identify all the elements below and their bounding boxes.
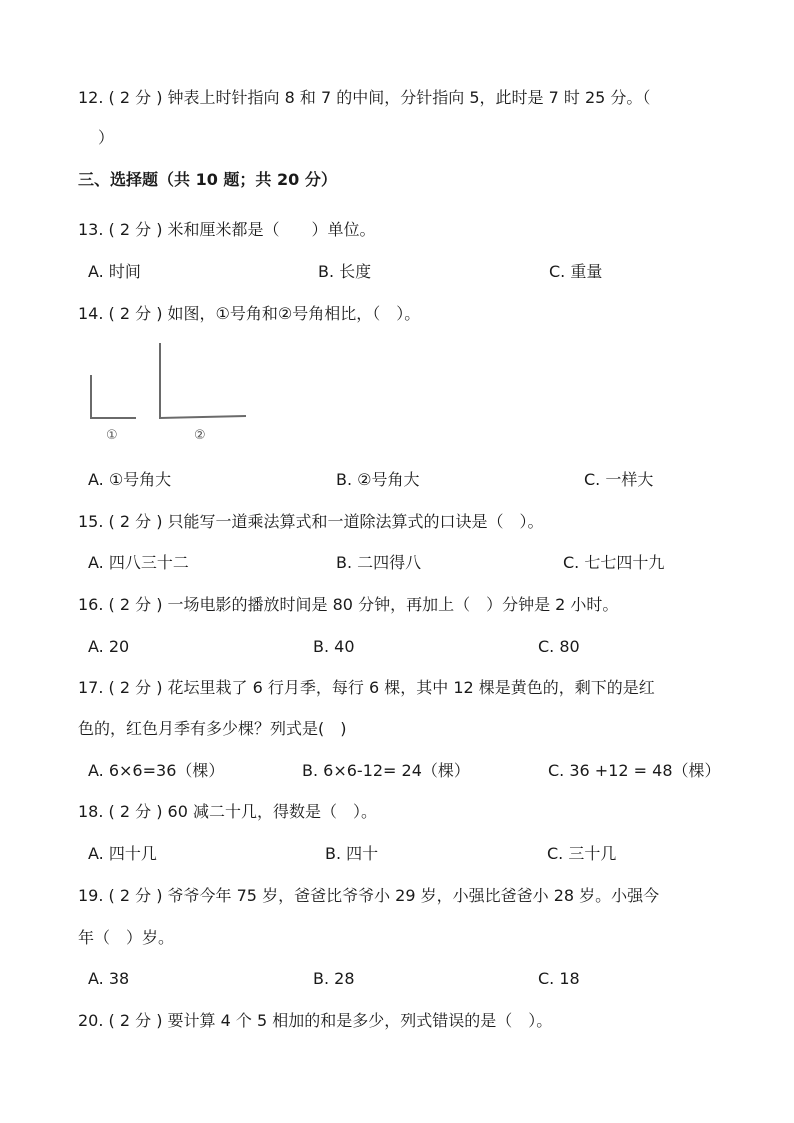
q19-stem-line2: 年（ ）岁。 xyxy=(78,928,175,947)
q14-stem: 14. ( 2 分 ) 如图，①号角和②号角相比，（ ）。 xyxy=(78,304,421,323)
q13-option-b: B. 长度 xyxy=(318,262,372,281)
q17-stem-line2: 色的，红色月季有多少棵？列式是( ) xyxy=(78,719,347,738)
q17-option-c: C. 36 +12 = 48（棵） xyxy=(548,761,721,780)
q18-stem: 18. ( 2 分 ) 60 减二十几，得数是（ ）。 xyxy=(78,802,377,821)
q15-option-a: A. 四八三十二 xyxy=(88,553,189,572)
angle-2-shape xyxy=(160,343,246,418)
angle-1-shape xyxy=(91,375,136,418)
q17-option-b: B. 6×6-12= 24（棵） xyxy=(302,761,470,780)
q15-stem: 15. ( 2 分 ) 只能写一道乘法算式和一道除法算式的口诀是（ ）。 xyxy=(78,512,544,531)
q19-stem-line1: 19. ( 2 分 ) 爷爷今年 75 岁，爸爸比爷爷小 29 岁，小强比爸爸小 28 岁。小强今 xyxy=(78,886,660,905)
q14-angle-figure xyxy=(86,340,256,450)
q16-stem: 16. ( 2 分 ) 一场电影的播放时间是 80 分钟，再加上（ ）分钟是 2 小时。 xyxy=(78,595,619,614)
q12-text-line2: ） xyxy=(98,128,115,147)
q18-option-c: C. 三十几 xyxy=(547,844,617,863)
angle-1-label: ① xyxy=(106,428,118,443)
q16-option-a: A. 20 xyxy=(88,637,130,656)
q19-option-b: B. 28 xyxy=(313,969,355,988)
q19-option-c: C. 18 xyxy=(538,969,580,988)
section-3-title: 三、选择题（共 10 题；共 20 分） xyxy=(78,170,337,189)
angles-svg xyxy=(86,340,256,430)
q16-option-c: C. 80 xyxy=(538,637,580,656)
q18-option-a: A. 四十几 xyxy=(88,844,157,863)
q17-stem-line1: 17. ( 2 分 ) 花坛里栽了 6 行月季，每行 6 棵，其中 12 棵是黄色的，剩下的是红 xyxy=(78,678,655,697)
q12-text-line1: 12. ( 2 分 ) 钟表上时针指向 8 和 7 的中间，分针指向 5，此时是 7 时 25 分。（ xyxy=(78,88,651,107)
q14-option-c: C. 一样大 xyxy=(584,470,654,489)
q13-option-c: C. 重量 xyxy=(549,262,603,281)
q15-option-c: C. 七七四十九 xyxy=(563,553,665,572)
q14-option-b: B. ②号角大 xyxy=(336,470,420,489)
q16-option-b: B. 40 xyxy=(313,637,355,656)
q20-stem: 20. ( 2 分 ) 要计算 4 个 5 相加的和是多少，列式错误的是（ ）。 xyxy=(78,1011,553,1030)
q14-option-a: A. ①号角大 xyxy=(88,470,172,489)
q18-option-b: B. 四十 xyxy=(325,844,379,863)
q17-option-a: A. 6×6=36（棵） xyxy=(88,761,225,780)
q13-stem: 13. ( 2 分 ) 米和厘米都是（ ）单位。 xyxy=(78,220,376,239)
q13-option-a: A. 时间 xyxy=(88,262,141,281)
angle-2-label: ② xyxy=(194,428,206,443)
q19-option-a: A. 38 xyxy=(88,969,130,988)
q15-option-b: B. 二四得八 xyxy=(336,553,422,572)
